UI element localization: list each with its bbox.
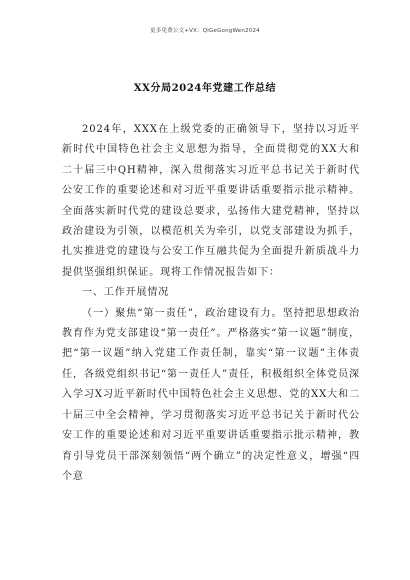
intro-paragraph: 2024年，XXX在上级党委的正确领导下，坚持以习近平新时代中国特色社会主义思想为指导，全面贯彻党的XX大和二十届三中QH精神，深入贯彻落实习近平总书记关于新时代公安工作的重要论述和对习近平重要讲话重要指示批示精神。全面落实新时代党的建设总要求，弘扬伟大建党精神，坚持以政治建设为引领，以模范机关为牵引，以党支部建设为抓手，扎实推进党的建设与公安工作互融共促为全面提升新质战斗力提供坚强组织保证。现将工作情况报告如下：	[62, 124, 360, 278]
document-body	[62, 120, 360, 487]
item-paragraph: （一）聚焦“第一责任”，政治建设有力。坚持把思想政治教育作为党支部建设“第一责任”。严格落实“第一议题”制度，把“第一议题”纳入党建工作责任制，靠实“第一议题”主体责任，各级党组织书记“第一责任人”责任，积极组织全体党员深入学习X习近平新时代中国特色社会主义思想、党的XX大和二十届三中全会精神，学习贯彻落实习近平总书记关于新时代公安工作的重要论述和对习近平重要讲话重要指示批示精神，教育引导党员干部深刻领悟“两个确立”的决定性意义，增强“四个意	[62, 307, 360, 482]
header-note: 更多免费公文+VX：QiGeGongWen2024	[150, 28, 260, 34]
section-heading: 一、工作开展情况	[82, 287, 170, 299]
document-title: XX分局2024年党建工作总结	[133, 83, 277, 94]
